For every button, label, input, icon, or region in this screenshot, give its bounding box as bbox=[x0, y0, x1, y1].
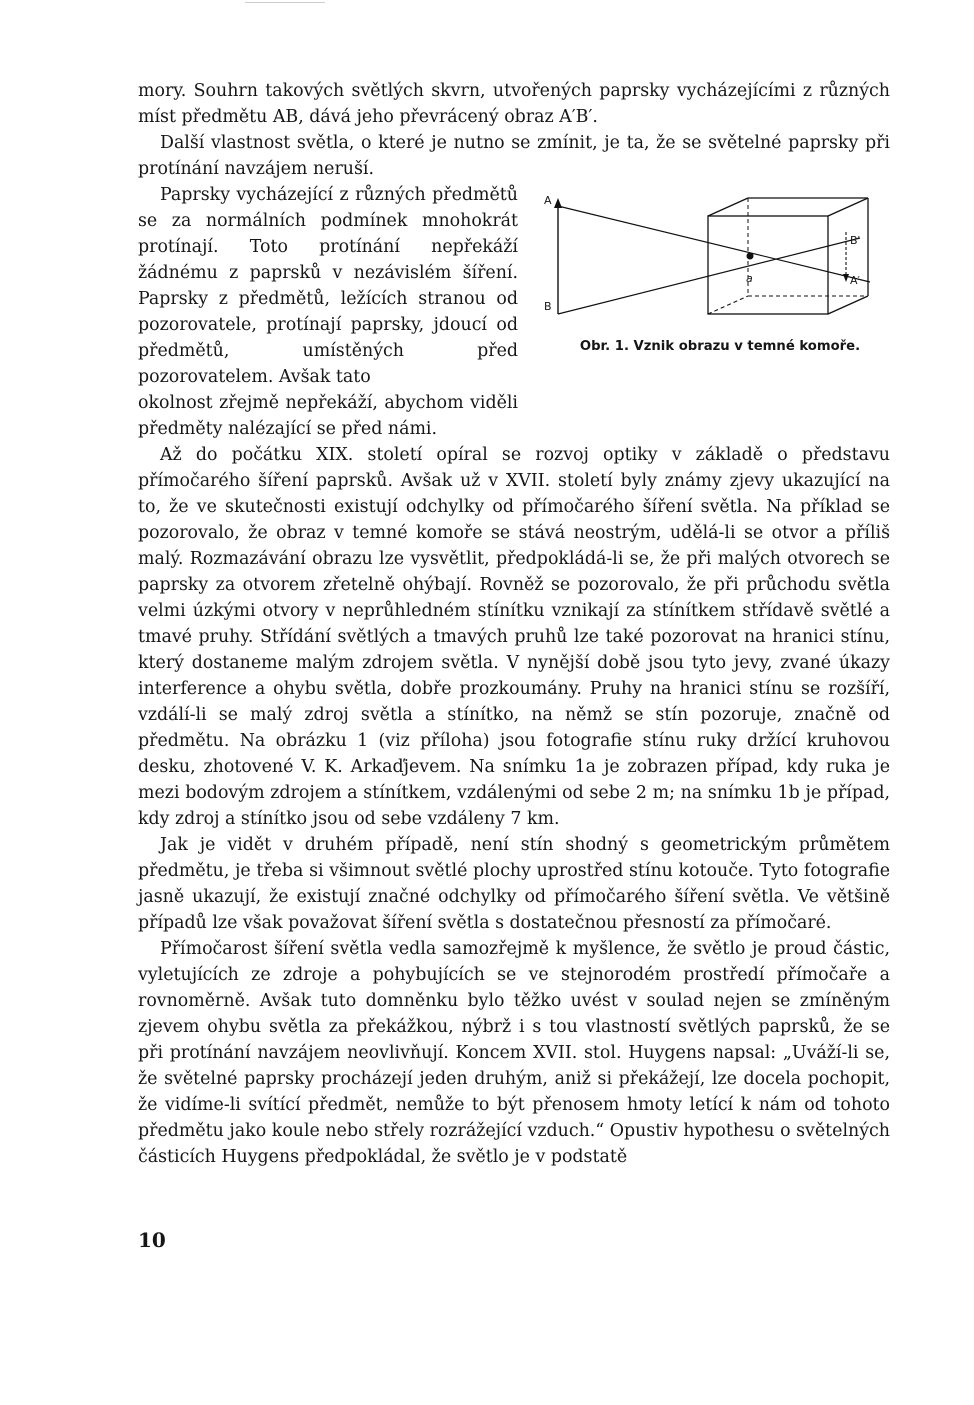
camera-obscura-diagram bbox=[530, 186, 890, 326]
paragraph: Až do počátku XIX. století opíral se rozvoj optiky v základě o představu přímočarého šíření paprsků. Avšak už v XVII. století byly známy zjevy ukazující na to, že ve skutečnosti existují odchylky od přímočarého šíření světla. Na příklad se pozorovalo, že obraz v temné komoře se stává neostrým, udělá-li se otvor a příliš malý. Rozmazávání obrazu lze vysvětlit, předpokládá-li se, že při malých otvorech se paprsky za otvorem zřetelně ohýbají. Rovněž se pozorovalo, že při průchodu světla velmi úzkými otvory v neprůhledném stínítku vznikají za stínítkem střídavě světlé a tmavé pruhy. Střídání světlých a tmavých pruhů lze také pozorovat na hranici stínu, který dostaneme malým zdrojem světla. V nynější době jsou tyto jevy, zvané úkazy interference a ohybu světla, dobře prozkoumány. Pruhy na hranici stínu se rozšíří, vzdálí-li se malý zdroj světla a stínítko, na němž se stín pozoruje, značně od předmětu. Na obrázku 1 (viz příloha) jsou fotografie stínu ruky držící kruhovou desku, zhotovené V. K. Arkaďjevem. Na snímku 1a je zobrazen případ, kdy ruka je mezi bodovým zdrojem a stínítkem, vzdálenými od sebe 2 m; na snímku 1b je případ, kdy zdroj a stínítko jsou od sebe vzdáleny 7 km. bbox=[138, 445, 890, 829]
paragraph: Paprsky vycházející z různých předmětů se za normálních podmínek mnohokrát protínají. Toto protínání nepřekáží žádnému z paprsků v nezávislém šíření. Paprsky z předmětů, ležících stranou od pozorovatele, protínají paprsky, jdoucí od předmětů, umístěných před pozorovatelem. Avšak tato bbox=[138, 185, 518, 387]
paragraph: Jak je vidět v druhém případě, není stín shodný s geometrickým průmětem předmětu, je třeba si všimnout světlé plochy uprostřed stínu kotouče. Tyto fotografie jasně ukazují, že existují značné odchylky od přímočarého šíření světla. Ve většině případů lze však považovat šíření světla s dostatečnou přesností za přímočaré. bbox=[138, 835, 890, 933]
label-B: B bbox=[544, 300, 552, 313]
paragraph: okolnost zřejmě nepřekáží, abychom viděli předměty nalézající se před námi. bbox=[138, 393, 518, 439]
paragraph: mory. Souhrn takových světlých skvrn, utvořených paprsky vycházejícími z různých míst předmětu AB, dává jeho převrácený obraz A′B′. bbox=[138, 81, 890, 127]
paragraph: Další vlastnost světla, o které je nutno se zmínit, je ta, že se světelné paprsky při protínání navzájem neruší. bbox=[138, 133, 890, 179]
label-a: a bbox=[746, 272, 753, 285]
figure-caption: Obr. 1. Vznik obrazu v temné komoře. bbox=[579, 339, 861, 354]
page-number: 10 bbox=[138, 1228, 166, 1252]
figure-wrap-block bbox=[138, 182, 890, 390]
scan-artifact bbox=[245, 2, 325, 3]
label-A-prime: A′ bbox=[850, 274, 861, 287]
camera-obscura-figure bbox=[530, 186, 890, 416]
label-A: A bbox=[544, 194, 552, 207]
paragraph: Přímočarost šíření světla vedla samozřejmě k myšlence, že světlo je proud částic, vyletujících ze zdroje a pohybujících se ve stejnorodém prostředí přímočaře a rovnoměrně. Avšak tuto domněnku bylo těžko uvést v soulad nejen se zmíněným zjevem ohybu světla za překážkou, nýbrž i s tou vlastností světlých paprsků, že se při protínání navzájem neovlivňují. Koncem XVII. stol. Huygens napsal: „Uváží-li se, že světelné paprsky procházejí jeden druhým, aniž si překážejí, lze docela pochopit, že vidíme-li svítící předmět, nemůže to být přenosem hmoty letící k nám od tohoto předmětu jako koule nebo střely rozrážející vzduch.“ Opustiv hypothesu o světelných částicích Huygens předpokládal, že světlo je v podstatě bbox=[138, 939, 890, 1167]
body-text bbox=[138, 78, 890, 1170]
label-B-prime: B′ bbox=[850, 234, 861, 247]
